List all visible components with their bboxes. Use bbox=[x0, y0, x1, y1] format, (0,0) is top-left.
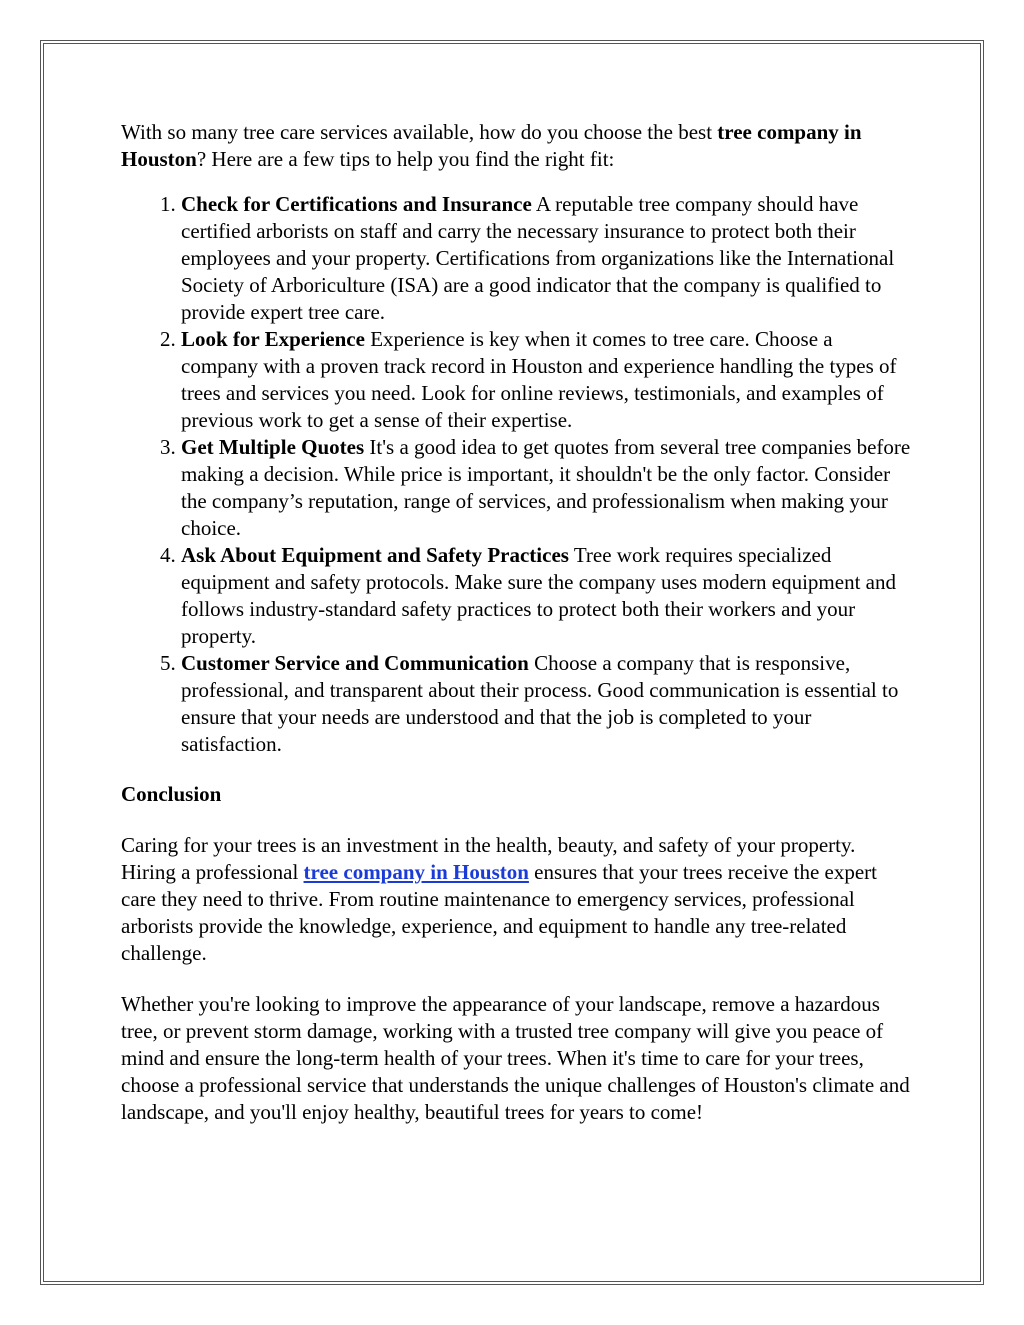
conclusion-paragraph-2: Whether you're looking to improve the appearance of your landscape, remove a hazardous tree, or prevent storm damage, working with a trusted tree company will give you peace of mind and ensure the long-term health of your trees. When it's time to care for your trees, choose a professional service that understands the unique challenges of Houston's climate and landscape, and you'll enjoy healthy, beautiful trees for years to come! bbox=[121, 992, 910, 1124]
conclusion-text-after: ensures that your trees receive the expert care they need to thrive. From routine maintenance to emergency services, professional arborists provide the knowledge, experience, and equipment to handle any tree-related challenge. bbox=[121, 860, 878, 965]
tip-body: It's a good idea to get quotes from several tree companies before making a decision. While price is important, it shouldn't be the only factor. Consider the company’s reputation, range of services, and professionalism when making your choice. bbox=[181, 435, 911, 540]
list-item bbox=[181, 542, 911, 650]
intro-text-before: With so many tree care services available, how do you choose the best bbox=[121, 120, 718, 144]
tip-title: Customer Service and Communication bbox=[181, 651, 529, 675]
tip-title: Check for Certifications and Insurance bbox=[181, 192, 532, 216]
tree-company-link[interactable]: tree company in Houston bbox=[303, 860, 529, 884]
intro-paragraph bbox=[121, 119, 911, 173]
conclusion-paragraph-1 bbox=[121, 832, 911, 967]
tip-body: A reputable tree company should have certified arborists on staff and carry the necessary insurance to protect both their employees and your property. Certifications from organizations like the International Society of Arboriculture (ISA) are a good indicator that the company is qualified to provide expert tree care. bbox=[181, 192, 895, 324]
tip-title: Ask About Equipment and Safety Practices bbox=[181, 543, 569, 567]
intro-bold-phrase: tree company in Houston bbox=[121, 120, 862, 171]
conclusion-heading: Conclusion bbox=[121, 782, 222, 806]
document-body bbox=[121, 119, 911, 1150]
tip-body: Choose a company that is responsive, professional, and transparent about their process. Good communication is essential to ensure that your needs are understood and that the job is completed to your satisfaction. bbox=[181, 651, 899, 756]
list-item bbox=[181, 326, 911, 434]
list-item bbox=[181, 434, 911, 542]
tip-title: Get Multiple Quotes bbox=[181, 435, 365, 459]
tip-title: Look for Experience bbox=[181, 327, 365, 351]
list-item bbox=[181, 191, 911, 326]
tip-body: Tree work requires specialized equipment and safety protocols. Make sure the company uses modern equipment and follows industry-standard safety practices to protect both their workers and your property. bbox=[181, 543, 896, 648]
intro-text-after: ? Here are a few tips to help you find the right fit: bbox=[196, 147, 615, 171]
list-item bbox=[181, 650, 911, 758]
tips-list bbox=[121, 191, 911, 758]
conclusion-text-before: Caring for your trees is an investment in the health, beauty, and safety of your property. Hiring a professional bbox=[121, 833, 856, 884]
tip-body: Experience is key when it comes to tree care. Choose a company with a proven track record in Houston and experience handling the types of trees and services you need. Look for online reviews, testimonials, and examples of previous work to get a sense of their expertise. bbox=[181, 327, 897, 432]
